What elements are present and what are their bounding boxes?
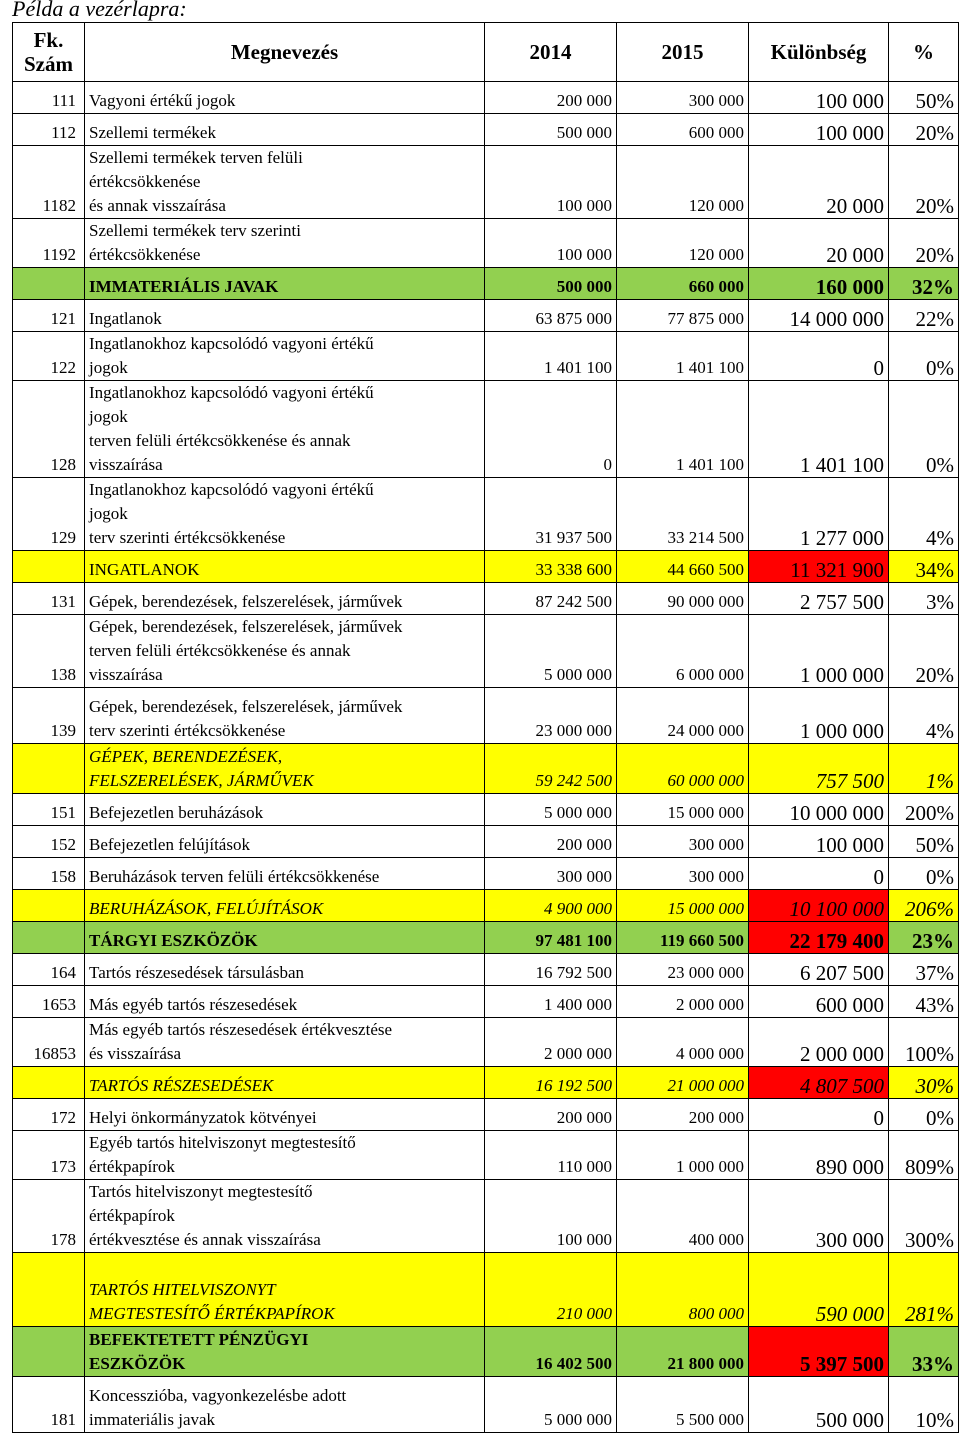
row-2014: 300 000 (485, 858, 617, 890)
row-diff: 6 207 500 (749, 954, 889, 986)
row-name: Vagyoni értékű jogok (85, 82, 485, 114)
row-diff: 20 000 (749, 219, 889, 268)
row-pct: 100% (889, 1018, 959, 1067)
row-2014: 0 (485, 381, 617, 478)
table-row (13, 1018, 959, 1067)
row-diff: 11 321 900 (749, 551, 889, 583)
row-2014: 59 242 500 (485, 744, 617, 794)
row-name: Befejezetlen felújítások (85, 826, 485, 858)
table-row (13, 114, 959, 146)
row-diff: 100 000 (749, 114, 889, 146)
row-pct: 3% (889, 583, 959, 615)
row-pct: 32% (889, 268, 959, 300)
row-fk: 122 (13, 332, 85, 381)
row-diff: 0 (749, 1099, 889, 1131)
row-fk (13, 551, 85, 583)
table-row (13, 615, 959, 688)
row-2014: 500 000 (485, 114, 617, 146)
row-2015: 400 000 (617, 1180, 749, 1253)
row-name: Tartós részesedések társulásban (85, 954, 485, 986)
row-pct: 34% (889, 551, 959, 583)
row-fk: 138 (13, 615, 85, 688)
row-fk: 173 (13, 1131, 85, 1180)
row-pct: 50% (889, 82, 959, 114)
row-name: Koncesszióba, vagyonkezelésbe adott immateriális javak (85, 1377, 485, 1433)
row-name: Más egyéb tartós részesedések értékvesztése és visszaírása (85, 1018, 485, 1067)
row-pct: 10% (889, 1377, 959, 1433)
row-2015: 77 875 000 (617, 300, 749, 332)
table-row (13, 826, 959, 858)
table-row (13, 688, 959, 744)
table-row (13, 82, 959, 114)
row-name: Gépek, berendezések, felszerelések, járművek terv szerinti értékcsökkenése (85, 688, 485, 744)
row-name: GÉPEK, BERENDEZÉSEK, FELSZERELÉSEK, JÁRMŰVEK (85, 744, 485, 794)
row-diff: 100 000 (749, 82, 889, 114)
row-2014: 100 000 (485, 146, 617, 219)
row-2014: 31 937 500 (485, 478, 617, 551)
row-2015: 800 000 (617, 1253, 749, 1327)
table-row (13, 146, 959, 219)
row-diff: 1 277 000 (749, 478, 889, 551)
row-pct: 4% (889, 478, 959, 551)
row-pct: 22% (889, 300, 959, 332)
row-diff: 2 000 000 (749, 1018, 889, 1067)
row-pct: 33% (889, 1327, 959, 1377)
row-2014: 5 000 000 (485, 794, 617, 826)
row-2015: 6 000 000 (617, 615, 749, 688)
row-name: Ingatlanokhoz kapcsolódó vagyoni értékű jogok terv szerinti értékcsökkenése (85, 478, 485, 551)
row-diff: 300 000 (749, 1180, 889, 1253)
row-diff: 2 757 500 (749, 583, 889, 615)
row-diff: 5 397 500 (749, 1327, 889, 1377)
row-fk: 158 (13, 858, 85, 890)
row-2015: 44 660 500 (617, 551, 749, 583)
row-diff: 10 100 000 (749, 890, 889, 922)
row-fk: 129 (13, 478, 85, 551)
row-diff: 0 (749, 332, 889, 381)
table-row (13, 219, 959, 268)
row-2015: 21 000 000 (617, 1067, 749, 1099)
row-pct: 20% (889, 219, 959, 268)
row-name: Helyi önkormányzatok kötvényei (85, 1099, 485, 1131)
row-2014: 63 875 000 (485, 300, 617, 332)
row-pct: 0% (889, 332, 959, 381)
row-2014: 33 338 600 (485, 551, 617, 583)
row-pct: 1% (889, 744, 959, 794)
summary-row (13, 268, 959, 300)
row-diff: 1 000 000 (749, 688, 889, 744)
row-fk: 178 (13, 1180, 85, 1253)
row-name: Beruházások terven felüli értékcsökkenése (85, 858, 485, 890)
row-name: Tartós hitelviszonyt megtestesítő értékpapírok értékvesztése és annak visszaírása (85, 1180, 485, 1253)
row-diff: 890 000 (749, 1131, 889, 1180)
row-pct: 23% (889, 922, 959, 954)
row-2015: 300 000 (617, 82, 749, 114)
row-pct: 206% (889, 890, 959, 922)
row-diff: 10 000 000 (749, 794, 889, 826)
row-fk: 164 (13, 954, 85, 986)
table-row (13, 1099, 959, 1131)
row-2014: 87 242 500 (485, 583, 617, 615)
row-name: Szellemi termékek terven felüli értékcsökkenése és annak visszaírása (85, 146, 485, 219)
row-2014: 200 000 (485, 1099, 617, 1131)
table-row (13, 300, 959, 332)
row-2015: 15 000 000 (617, 890, 749, 922)
row-diff: 22 179 400 (749, 922, 889, 954)
row-diff: 1 401 100 (749, 381, 889, 478)
row-fk (13, 890, 85, 922)
row-name: Szellemi termékek (85, 114, 485, 146)
row-2014: 4 900 000 (485, 890, 617, 922)
row-2015: 300 000 (617, 858, 749, 890)
row-name: Ingatlanokhoz kapcsolódó vagyoni értékű jogok (85, 332, 485, 381)
row-fk: 152 (13, 826, 85, 858)
row-2014: 23 000 000 (485, 688, 617, 744)
row-2014: 16 402 500 (485, 1327, 617, 1377)
row-2015: 21 800 000 (617, 1327, 749, 1377)
row-pct: 43% (889, 986, 959, 1018)
row-pct: 20% (889, 114, 959, 146)
row-2014: 1 401 100 (485, 332, 617, 381)
row-name: Más egyéb tartós részesedések (85, 986, 485, 1018)
row-2015: 24 000 000 (617, 688, 749, 744)
row-2014: 5 000 000 (485, 615, 617, 688)
row-2015: 600 000 (617, 114, 749, 146)
row-diff: 100 000 (749, 826, 889, 858)
row-diff: 0 (749, 858, 889, 890)
asset-table (12, 22, 959, 1433)
table-row (13, 794, 959, 826)
summary-row (13, 1067, 959, 1099)
row-pct: 50% (889, 826, 959, 858)
row-2015: 2 000 000 (617, 986, 749, 1018)
row-name: Ingatlanokhoz kapcsolódó vagyoni értékű jogok terven felüli értékcsökkenése és annak visszaírása (85, 381, 485, 478)
page-title: Példa a vezérlapra: (12, 0, 187, 21)
row-fk: 16853 (13, 1018, 85, 1067)
row-fk: 1182 (13, 146, 85, 219)
row-pct: 20% (889, 146, 959, 219)
header-row (13, 23, 959, 82)
row-2015: 660 000 (617, 268, 749, 300)
row-2015: 5 500 000 (617, 1377, 749, 1433)
row-name: Egyéb tartós hitelviszonyt megtestesítő értékpapírok (85, 1131, 485, 1180)
row-name: Gépek, berendezések, felszerelések, járművek (85, 583, 485, 615)
row-pct: 4% (889, 688, 959, 744)
row-fk (13, 922, 85, 954)
row-pct: 30% (889, 1067, 959, 1099)
row-fk (13, 1067, 85, 1099)
row-diff: 20 000 (749, 146, 889, 219)
row-diff: 14 000 000 (749, 300, 889, 332)
row-2015: 33 214 500 (617, 478, 749, 551)
row-fk: 1192 (13, 219, 85, 268)
row-fk: 111 (13, 82, 85, 114)
table-row (13, 583, 959, 615)
row-fk (13, 268, 85, 300)
header-name: Megnevezés (85, 23, 485, 82)
row-diff: 757 500 (749, 744, 889, 794)
table-row (13, 1180, 959, 1253)
row-pct: 20% (889, 615, 959, 688)
row-2015: 119 660 500 (617, 922, 749, 954)
row-pct: 200% (889, 794, 959, 826)
row-name: BEFEKTETETT PÉNZÜGYI ESZKÖZÖK (85, 1327, 485, 1377)
summary-row (13, 744, 959, 794)
row-fk: 1653 (13, 986, 85, 1018)
table-row (13, 478, 959, 551)
header-diff: Különbség (749, 23, 889, 82)
row-name: Befejezetlen beruházások (85, 794, 485, 826)
row-diff: 600 000 (749, 986, 889, 1018)
row-2014: 97 481 100 (485, 922, 617, 954)
row-2015: 200 000 (617, 1099, 749, 1131)
row-diff: 1 000 000 (749, 615, 889, 688)
header-pct: % (889, 23, 959, 82)
summary-row (13, 551, 959, 583)
table-row (13, 858, 959, 890)
table-row (13, 954, 959, 986)
row-fk: 131 (13, 583, 85, 615)
row-fk: 172 (13, 1099, 85, 1131)
table-row (13, 1131, 959, 1180)
row-name: TARTÓS RÉSZESEDÉSEK (85, 1067, 485, 1099)
header-2014: 2014 (485, 23, 617, 82)
row-pct: 0% (889, 381, 959, 478)
row-2014: 5 000 000 (485, 1377, 617, 1433)
row-2015: 1 000 000 (617, 1131, 749, 1180)
row-2015: 15 000 000 (617, 794, 749, 826)
row-fk: 121 (13, 300, 85, 332)
row-2015: 60 000 000 (617, 744, 749, 794)
header-2015: 2015 (617, 23, 749, 82)
row-diff: 4 807 500 (749, 1067, 889, 1099)
row-pct: 0% (889, 1099, 959, 1131)
row-fk (13, 1253, 85, 1327)
row-diff: 500 000 (749, 1377, 889, 1433)
row-2015: 300 000 (617, 826, 749, 858)
row-pct: 37% (889, 954, 959, 986)
row-2015: 4 000 000 (617, 1018, 749, 1067)
row-name: Ingatlanok (85, 300, 485, 332)
row-name: IMMATERIÁLIS JAVAK (85, 268, 485, 300)
row-2014: 200 000 (485, 826, 617, 858)
header-fk: Fk. Szám (13, 23, 85, 82)
row-2014: 1 400 000 (485, 986, 617, 1018)
row-2014: 2 000 000 (485, 1018, 617, 1067)
row-name: TÁRGYI ESZKÖZÖK (85, 922, 485, 954)
row-2015: 1 401 100 (617, 381, 749, 478)
row-pct: 300% (889, 1180, 959, 1253)
row-2015: 1 401 100 (617, 332, 749, 381)
row-2014: 500 000 (485, 268, 617, 300)
row-name: TARTÓS HITELVISZONYT MEGTESTESÍTŐ ÉRTÉKPAPÍROK (85, 1253, 485, 1327)
row-pct: 809% (889, 1131, 959, 1180)
table-row (13, 1377, 959, 1433)
row-fk (13, 1327, 85, 1377)
row-2014: 16 792 500 (485, 954, 617, 986)
row-fk: 181 (13, 1377, 85, 1433)
row-2014: 200 000 (485, 82, 617, 114)
summary-row (13, 1253, 959, 1327)
row-2014: 110 000 (485, 1131, 617, 1180)
row-name: INGATLANOK (85, 551, 485, 583)
row-2014: 100 000 (485, 219, 617, 268)
table-row (13, 381, 959, 478)
row-diff: 590 000 (749, 1253, 889, 1327)
row-diff: 160 000 (749, 268, 889, 300)
row-pct: 281% (889, 1253, 959, 1327)
summary-row (13, 922, 959, 954)
row-2015: 120 000 (617, 219, 749, 268)
row-pct: 0% (889, 858, 959, 890)
table-row (13, 986, 959, 1018)
row-fk (13, 744, 85, 794)
row-2015: 23 000 000 (617, 954, 749, 986)
row-name: Gépek, berendezések, felszerelések, járművek terven felüli értékcsökkenése és annak visszaírása (85, 615, 485, 688)
row-fk: 139 (13, 688, 85, 744)
table-row (13, 332, 959, 381)
row-fk: 151 (13, 794, 85, 826)
row-2014: 100 000 (485, 1180, 617, 1253)
row-2014: 16 192 500 (485, 1067, 617, 1099)
row-fk: 128 (13, 381, 85, 478)
row-2014: 210 000 (485, 1253, 617, 1327)
summary-row (13, 890, 959, 922)
row-2015: 90 000 000 (617, 583, 749, 615)
row-2015: 120 000 (617, 146, 749, 219)
row-fk: 112 (13, 114, 85, 146)
row-name: BERUHÁZÁSOK, FELÚJÍTÁSOK (85, 890, 485, 922)
summary-row (13, 1327, 959, 1377)
row-name: Szellemi termékek terv szerinti értékcsökkenése (85, 219, 485, 268)
